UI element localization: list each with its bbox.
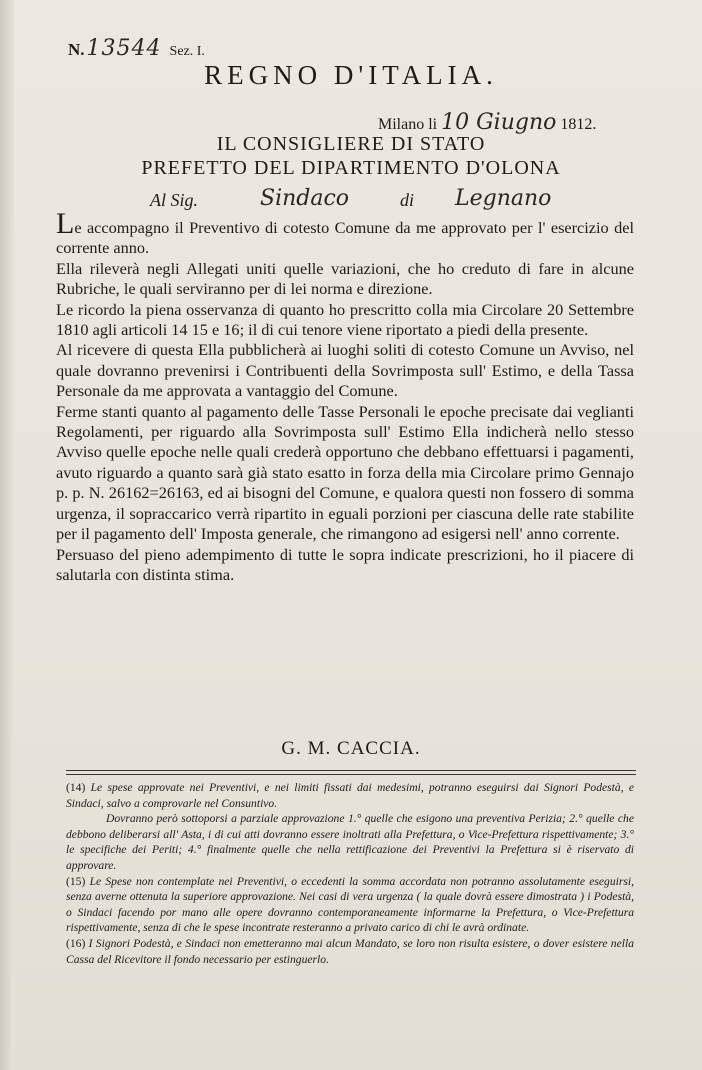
footnote-16	[66, 936, 634, 967]
date-line	[378, 110, 596, 135]
section-label: Sez. I.	[169, 44, 205, 59]
footnote-14-text: Le spese approvate nei Preventivi, e nei limiti fissati dai medesimi, potranno eseguirsi dai Signori Podestà, e Sindaci, salvo a comprovarle nel Consuntivo.	[66, 781, 634, 810]
paragraph-4: Al ricevere di questa Ella pubblicherà ai luoghi soliti di cotesto Comune un Avviso, nel quale dovranno prevenirsi i Contribuenti della Sovrimposta sull' Estimo, e della Tassa Personale da me approvata a vantaggio del Comune.	[56, 340, 634, 401]
footnote-14	[66, 780, 634, 811]
reg-label: N.	[68, 40, 85, 59]
paragraph-2: Ella rileverà negli Allegati uniti quelle variazioni, che ho creduto di fare in alcune Rubriche, le quali serviranno per di lei norma e direzione.	[56, 258, 634, 299]
addressee-label: Al Sig.	[150, 190, 198, 210]
registration-number	[68, 36, 205, 61]
paragraph-3: Le ricordo la piena osservanza di quanto ho prescritto colla mia Circolare 20 Settembre 1810 agli articoli 14 15 e 16; il di cui tenore viene riportato a piedi della presente.	[56, 299, 634, 340]
title-line-2: PREFETTO DEL DIPARTIMENTO D'OLONA	[141, 157, 561, 179]
reg-number-handwritten: 13544	[86, 36, 162, 61]
footnote-16-text: I Signori Podestà, e Sindaci non emetteranno mai alcun Mandato, se loro non risulta esistere, o dover esistere nella Cassa del Ricevitore il fondo necessario per estinguerlo.	[66, 936, 634, 966]
paragraph-1: Le accompagno il Preventivo di cotesto Comune da me approvato per l' esercizio del corrente anno.	[56, 207, 634, 258]
footnotes	[66, 780, 634, 967]
footnote-16-number: (16)	[66, 936, 86, 950]
paragraph-5: Ferme stanti quanto al pagamento delle Tasse Personali le epoche precisate dai veglianti Regolamenti, per riguardo alla Sovrimposta sull' Estimo Ella indicherà nello stesso Avviso quelle epoche nelle quali crederà opportuno che debbano effettuarsi i pagamenti, avuto riguardo a quanto sarà già stato esatto in forza della mia Circolare primo Gennajo p. p. N. 26162=26163, ed ai bisogni del Comune, e qualora questi non fossero di somma urgenza, il sopraccarico verrà ripartito in eguali porzioni per ciascuna delle rate stabilite per il pagamento dell' Imposta generale, che rimangono ad esigersi nell' anno corrente.	[56, 401, 634, 544]
paragraph-6: Persuaso del pieno adempimento di tutte le sopra indicate prescrizioni, ho il piacere di salutarla con distinta stima.	[56, 544, 634, 584]
date-handwritten: 10 Giugno	[441, 110, 557, 135]
date-year: 1812.	[560, 116, 597, 133]
footnote-15-number: (15)	[66, 874, 86, 888]
signature: G. M. CACCIA.	[281, 738, 421, 759]
addressee-handwritten: Sindaco	[260, 186, 350, 211]
footnote-15	[66, 874, 634, 936]
footnote-14-continued: Dovranno però sottoporsi a parziale approvazione 1.° quelle che esigono una preventiva Perizia; 2.° quelle che debbono deliberarsi all' Asta, i di cui atti dovranno essere inoltrati alla Prefettura, o Vice-Prefettura rispettivamente; 3.° le specifiche dei Periti; 4.° finalmente quelle che nella rettificazione dei Preventivi la Prefettura si è riservato di approvare.	[66, 812, 634, 872]
footnote-rule	[66, 770, 636, 771]
date-prefix: Milano li	[378, 116, 438, 133]
kingdom-heading: REGNO D'ITALIA.	[204, 60, 498, 90]
di-label: di	[400, 190, 415, 210]
letter-body	[56, 207, 634, 585]
footnote-14-number: (14)	[66, 781, 86, 794]
footnote-15-text: Le Spese non contemplate nei Preventivi, o eccedenti la somma accordata non potranno assolutamente eseguirsi, senza averne ottenuta la superiore approvazione. Nei casi di vera urgenza ( la quale dovrà essere dimostrata ) i Podestà, o Sindaci facendo por mano alle opere dovranno contemporaneamente informarne la Prefettura, o Vice-Prefettura rispettivamente, senza di che le spese incontrate resteranno a privato carico di chi le avrà ordinate.	[66, 874, 634, 935]
place-handwritten: Legnano	[455, 186, 552, 211]
footnote-rule-thin	[66, 774, 636, 775]
title-line-1: IL CONSIGLIERE DI STATO	[216, 133, 486, 155]
